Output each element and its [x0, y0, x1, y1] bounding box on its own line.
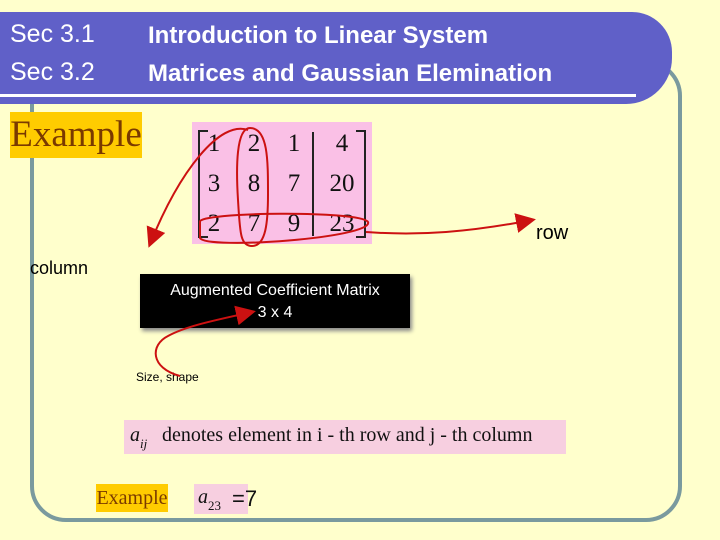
matrix-cell: 23: [329, 210, 355, 237]
matrix-cell: 1: [207, 130, 221, 157]
augmented-caption: Augmented Coefficient Matrix: [170, 282, 380, 299]
size-shape-label: Size, shape: [136, 370, 199, 384]
matrix-cell: 7: [287, 170, 301, 197]
matrix-size-caption: 3 x 4: [257, 304, 293, 321]
matrix-cell: 8: [247, 170, 261, 197]
section-title-1: Introduction to Linear System: [148, 22, 489, 49]
definition-subscript: ij: [140, 436, 148, 451]
element-subscript: 23: [208, 498, 221, 513]
matrix-cell: 1: [287, 130, 301, 157]
matrix-cell: 20: [329, 170, 355, 197]
matrix-cell: 3: [207, 170, 221, 197]
section-number-1: Sec 3.1: [10, 20, 95, 48]
matrix-cell: 2: [247, 130, 261, 157]
matrix-cell: 9: [287, 210, 301, 237]
element-symbol: a: [198, 486, 208, 508]
size-arrow: [156, 312, 252, 376]
element-value: =7: [232, 486, 258, 511]
example-label-2: Example: [96, 487, 168, 509]
column-label: column: [30, 258, 89, 278]
section-number-2: Sec 3.2: [10, 58, 95, 86]
definition-text: denotes element in i - th row and j - th column: [162, 424, 533, 446]
row-arrow: [366, 220, 532, 234]
example-label: Example: [10, 114, 142, 155]
section-title-2: Matrices and Gaussian Elemination: [148, 60, 553, 87]
matrix-cell: 7: [247, 210, 261, 237]
row-highlight-loop: [200, 214, 368, 243]
row-label: row: [536, 222, 569, 244]
definition-symbol: a: [130, 424, 140, 446]
matrix-cell: 2: [207, 210, 221, 237]
matrix-cell: 4: [335, 130, 349, 157]
column-highlight-loop: [237, 128, 268, 246]
